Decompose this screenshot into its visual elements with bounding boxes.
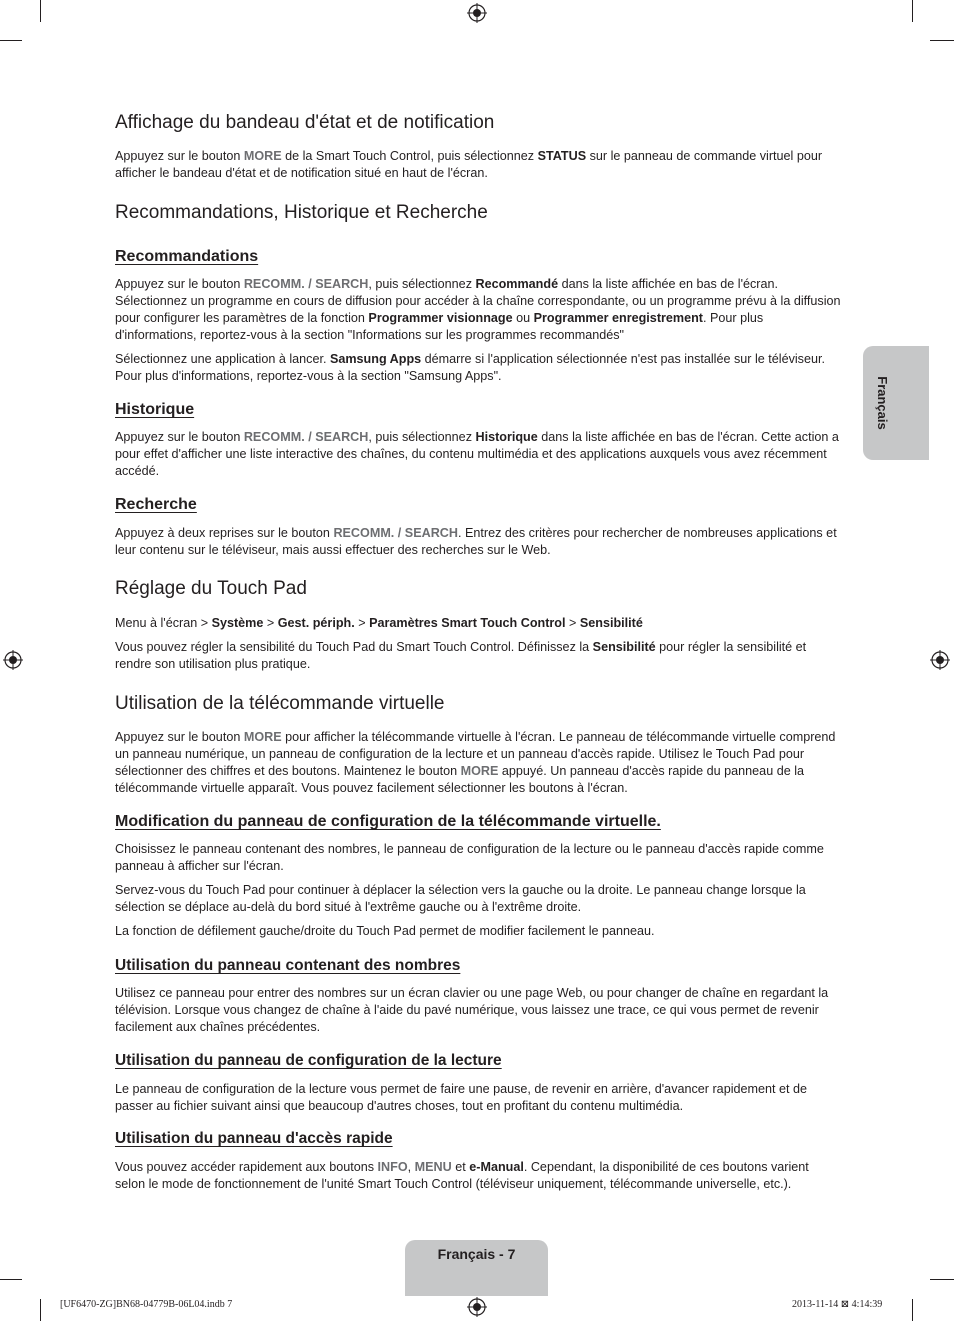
paragraph: Vous pouvez accéder rapidement aux boutons INFO, MENU et e-Manual. Cependant, la disponibilité de ces boutons varient selon le mode de fonctionnement de l'unité Smart Touch Control (téléviseur uniquement, télécommande universelle, etc.). bbox=[115, 1160, 809, 1191]
keyword: INFO bbox=[377, 1160, 408, 1174]
subsection-title-recherche: Recherche bbox=[115, 496, 197, 513]
keyword: e-Manual bbox=[469, 1160, 524, 1174]
paragraph: Appuyez sur le bouton RECOMM. / SEARCH, puis sélectionnez Recommandé dans la liste affichée en bas de l'écran. Sélectionnez un programme en cours de diffusion pour accéder à la chaîne correspondante, ou un programme prévu à la diffusion pour configurer les paramètres de la fonction Programmer visionnage ou Programmer enregistrement. Pour plus d'informations, reportez-vous à la section "Informations sur les programmes recommandés" bbox=[115, 277, 841, 342]
registration-mark-icon bbox=[930, 650, 950, 670]
footer-file-name: [UF6470-ZG]BN68-04779B-06L04.indb 7 bbox=[60, 1299, 233, 1310]
keyword: MENU bbox=[414, 1160, 452, 1174]
subsection-title-quick-access: Utilisation du panneau d'accès rapide bbox=[115, 1130, 393, 1147]
paragraph: Vous pouvez régler la sensibilité du Touch Pad du Smart Touch Control. Définissez la Sensibilité pour régler la sensibilité et rendre son utilisation plus pratique. bbox=[115, 640, 807, 671]
crop-mark bbox=[930, 1279, 954, 1280]
paragraph: La fonction de défilement gauche/droite du Touch Pad permet de modifier facilement le panneau. bbox=[115, 924, 655, 938]
keyword: RECOMM. / SEARCH bbox=[333, 526, 458, 540]
paragraph: Utilisez ce panneau pour entrer des nombres sur un écran clavier ou une page Web, ou pour changer de chaîne en regardant la télévision. Lorsque vous changez de chaîne à l'aide du pavé numérique, vous laissez une trace, ce qui vous permet de revenir facilement aux chaînes précédentes. bbox=[115, 986, 829, 1034]
keyword: Paramètres Smart Touch Control bbox=[369, 616, 566, 630]
paragraph: Le panneau de configuration de la lecture vous permet de faire une pause, de revenir en arrière, d'avancer rapidement et de passer au fichier suivant ainsi que beaucoup d'autres choses, tout en profitant du contenu multimédia. bbox=[115, 1082, 808, 1113]
paragraph: Servez-vous du Touch Pad pour continuer à déplacer la sélection vers la gauche ou la droite. Le panneau change lorsque la sélection se déplace au-delà du bord situé à l'extrême gauche ou à l'extrême droite. bbox=[115, 883, 806, 914]
section-title-recommendations: Recommandations, Historique et Recherche bbox=[115, 202, 488, 223]
section-title-status: Affichage du bandeau d'état et de notification bbox=[115, 112, 495, 133]
keyword: Système bbox=[211, 616, 264, 630]
language-tab-label: Français bbox=[875, 376, 890, 430]
keyword: Gest. périph. bbox=[277, 616, 355, 630]
crop-mark bbox=[40, 1299, 41, 1321]
paragraph: Appuyez à deux reprises sur le bouton RECOMM. / SEARCH. Entrez des critères pour rechercher de nombreuses applications et leur contenu sur le téléviseur, mais aussi effectuer des recherches sur le Web. bbox=[115, 526, 837, 557]
section-title-touchpad: Réglage du Touch Pad bbox=[115, 578, 307, 599]
footer-timestamp: 2013-11-14 ⊠ 4:14:39 bbox=[792, 1299, 883, 1310]
subsection-title-historique: Historique bbox=[115, 401, 195, 418]
keyword: RECOMM. / SEARCH bbox=[243, 277, 369, 291]
paragraph: Appuyez sur le bouton MORE de la Smart Touch Control, puis sélectionnez STATUS sur le panneau de commande virtuel pour afficher le bandeau d'état et de notification situé en haut de l'écran. bbox=[115, 149, 823, 180]
subsection-title-modification: Modification du panneau de configuration de la télécommande virtuelle. bbox=[115, 813, 661, 830]
crop-mark bbox=[912, 0, 913, 22]
subsection-title-recommandations: Recommandations bbox=[115, 248, 259, 265]
crop-mark bbox=[0, 40, 22, 41]
subsection-title-playback: Utilisation du panneau de configuration de la lecture bbox=[115, 1052, 502, 1069]
keyword: Recommandé bbox=[475, 277, 559, 291]
crop-mark bbox=[912, 1299, 913, 1321]
page-number: Français - 7 bbox=[437, 1246, 516, 1262]
keyword: RECOMM. / SEARCH bbox=[243, 430, 369, 444]
paragraph: Appuyez sur le bouton RECOMM. / SEARCH, puis sélectionnez Historique dans la liste affichée en bas de l'écran. Cette action a pour effet d'afficher une liste interactive des chaînes, du contenu multimédia et des applications auxquels vous avez récemment accédé. bbox=[115, 430, 839, 478]
crop-mark bbox=[930, 40, 954, 41]
crop-mark bbox=[0, 1279, 22, 1280]
keyword: Historique bbox=[475, 430, 538, 444]
registration-mark-icon bbox=[467, 3, 487, 23]
language-tab bbox=[863, 346, 929, 460]
keyword: Sensibilité bbox=[579, 616, 643, 630]
menu-path: Menu à l'écran > Système > Gest. périph. > Paramètres Smart Touch Control > Sensibilité bbox=[115, 616, 643, 630]
crop-mark bbox=[40, 0, 41, 22]
section-title-virtual-remote: Utilisation de la télécommande virtuelle bbox=[115, 693, 445, 714]
keyword: Samsung Apps bbox=[329, 352, 422, 366]
paragraph: Appuyez sur le bouton MORE pour afficher la télécommande virtuelle à l'écran. Le panneau de télécommande virtuelle comprend un panneau numérique, un panneau de configuration de la lecture et un panneau d'accès rapide. Utilisez le Touch Pad pour sélectionner des chiffres et des boutons. Maintenez le bouton MORE appuyé. Un panneau d'accès rapide du panneau de la télécommande virtuelle apparaît. Vous pouvez facilement sélectionner les boutons à l'écran. bbox=[115, 730, 836, 795]
keyword: MORE bbox=[243, 149, 282, 163]
keyword: STATUS bbox=[537, 149, 587, 163]
subsection-title-numbers: Utilisation du panneau contenant des nombres bbox=[115, 957, 461, 974]
page-number-tab bbox=[405, 1240, 548, 1296]
keyword: Programmer visionnage bbox=[368, 311, 513, 325]
registration-mark-icon bbox=[3, 650, 23, 670]
paragraph: Sélectionnez une application à lancer. Samsung Apps démarre si l'application sélectionnée n'est pas installée sur le téléviseur. Pour plus d'informations, reportez-vous à la section "Samsung Apps". bbox=[115, 352, 825, 383]
keyword: MORE bbox=[460, 764, 499, 778]
keyword: Sensibilité bbox=[592, 640, 656, 654]
keyword: Programmer enregistrement bbox=[533, 311, 704, 325]
keyword: MORE bbox=[243, 730, 282, 744]
registration-mark-icon bbox=[467, 1297, 487, 1317]
paragraph: Choisissez le panneau contenant des nombres, le panneau de configuration de la lecture ou le panneau d'accès rapide comme panneau à afficher sur l'écran. bbox=[115, 842, 824, 873]
